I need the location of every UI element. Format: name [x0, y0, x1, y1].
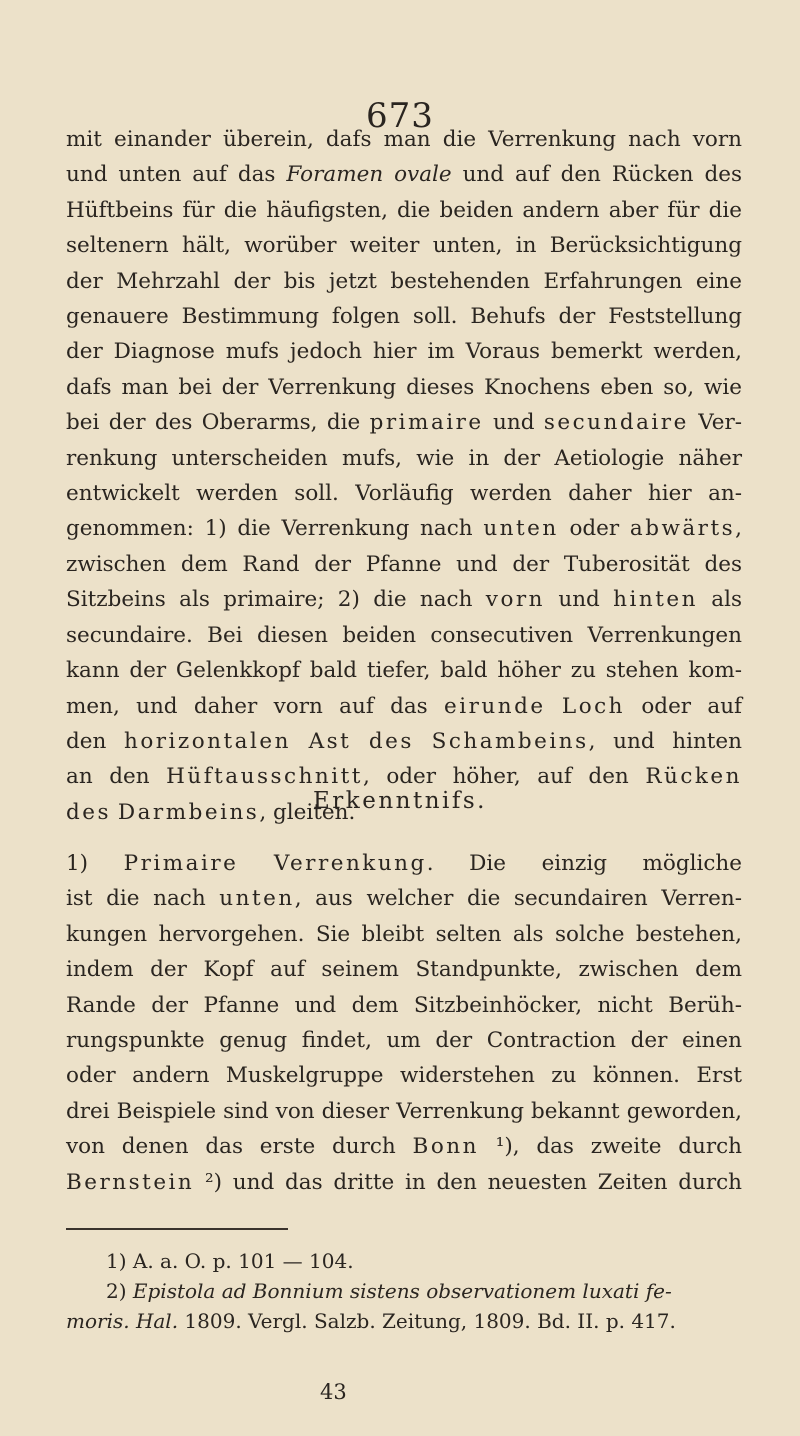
- text-line: secundaire. Bei diesen beiden consecutiven Verrenkungen: [66, 622, 742, 648]
- text-line: 1) Primaire Verrenkung. Die einzig mögliche: [66, 851, 742, 876]
- text-line: mit einander überein, dafs man die Verrenkung nach vorn: [66, 127, 742, 152]
- page-number: 673: [366, 96, 434, 136]
- text-line: renkung unterscheiden mufs, wie in der Aetiologie näher: [66, 445, 742, 471]
- text-line: ist die nach unten, aus welcher die secundairen Verren-: [66, 886, 742, 912]
- text-line: der Diagnose mufs jedoch hier im Voraus bemerkt werden,: [66, 339, 742, 365]
- text-line: kungen hervorgehen. Sie bleibt selten als solche bestehen,: [66, 921, 742, 947]
- paragraph-1: [66, 122, 742, 830]
- text-line: kann der Gelenkkopf bald tiefer, bald höher zu stehen kom-: [66, 658, 742, 684]
- footnote-divider: [66, 1228, 288, 1230]
- footnote-1: 1) A. a. O. p. 101 — 104.: [106, 1249, 354, 1273]
- footnote-2: 2) Epistola ad Bonnium sistens observationem luxati fe-: [106, 1279, 672, 1303]
- text-line: Rande der Pfanne und dem Sitzbeinhöcker, nicht Berüh-: [66, 992, 742, 1018]
- signature-mark: 43: [320, 1380, 347, 1404]
- text-line: bei der des Oberarms, die primaire und secundaire Ver-: [66, 410, 743, 436]
- text-line: oder andern Muskelgruppe widerstehen zu können. Erst: [66, 1063, 742, 1089]
- text-line: rungspunkte genug findet, um der Contraction der einen: [66, 1028, 742, 1054]
- text-line: dafs man bei der Verrenkung dieses Knochens eben so, wie: [66, 374, 742, 400]
- footnotes: [66, 1246, 742, 1336]
- text-line: seltenern hält, worüber weiter unten, in Berücksichtigung: [66, 233, 742, 259]
- footnote-2-continued: moris. Hal. 1809. Vergl. Salzb. Zeitung, 1809. Bd. II. p. 417.: [66, 1309, 676, 1333]
- text-line: der Mehrzahl der bis jetzt bestehenden Erfahrungen eine: [66, 268, 742, 294]
- text-line: von denen das erste durch Bonn ¹), das zweite durch: [66, 1134, 742, 1160]
- text-line: entwickelt werden soll. Vorläufig werden daher hier an-: [66, 481, 742, 507]
- text-line: men, und daher vorn auf das eirunde Loch oder auf: [66, 693, 743, 719]
- text-line: drei Beispiele sind von dieser Verrenkung bekannt geworden,: [66, 1098, 742, 1124]
- text-line: des Darmbeins, gleiten.: [66, 799, 356, 825]
- text-line: indem der Kopf auf seinem Standpunkte, zwischen dem: [66, 957, 742, 983]
- text-line: an den Hüftausschnitt, oder höher, auf den Rücken: [66, 764, 742, 790]
- text-line: und unten auf das Foramen ovale und auf den Rücken des: [66, 162, 742, 188]
- text-line: den horizontalen Ast des Schambeins, und hinten: [66, 728, 743, 754]
- text-line: zwischen dem Rand der Pfanne und der Tuberosität des: [66, 551, 742, 577]
- paragraph-2: [66, 846, 742, 1200]
- section-heading: Erkenntnifs.: [313, 788, 487, 814]
- text-line: genauere Bestimmung folgen soll. Behufs der Feststellung: [66, 304, 742, 330]
- text-line: Hüftbeins für die häufigsten, die beiden andern aber für die: [66, 197, 742, 223]
- text-line: Bernstein ²) und das dritte in den neuesten Zeiten durch: [66, 1169, 742, 1195]
- text-line: Sitzbeins als primaire; 2) die nach vorn und hinten als: [66, 587, 743, 613]
- text-line: genommen: 1) die Verrenkung nach unten oder abwärts,: [66, 516, 742, 542]
